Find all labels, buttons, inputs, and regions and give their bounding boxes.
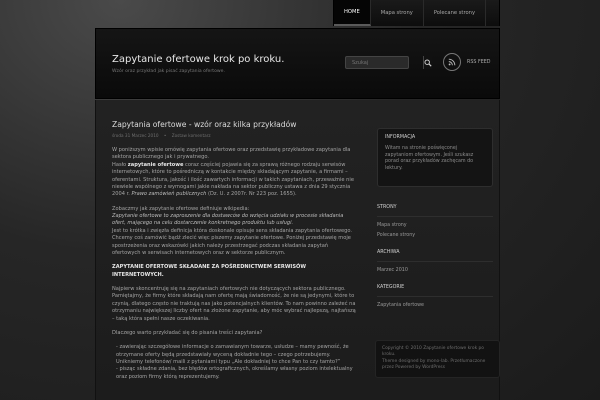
widget-title: ARCHIWA xyxy=(377,250,400,255)
paragraph-text: Jest to krótka i zwięzła definicja która doskonale opisuje sens składania zapytania ofertowego. Chcemy coś zamówić bądź zlecić więc piszemy zapytanie ofertowe. Poniżej przedstawię moje spostrzeżenia oraz wskazówki jakich należy przestrzegać podczas składania zapytań ofertowych w serwisach internetowych oraz w sektorze publicznym. xyxy=(112,227,353,256)
post-paragraph xyxy=(112,286,357,323)
divider xyxy=(377,261,493,262)
bold-text: zapytanie ofertowe xyxy=(127,161,184,168)
site-title[interactable]: Zapytanie ofertowe krok po kroku. xyxy=(112,54,285,65)
sidebar-link-archive[interactable]: Marzec 2010 xyxy=(377,268,408,273)
nav-item-home[interactable]: HOME xyxy=(334,0,371,26)
sidebar-link-category[interactable]: Zapytania ofertowe xyxy=(377,303,425,308)
post-paragraph xyxy=(112,206,357,258)
section-heading: ZAPYTANIE OFERTOWE SKŁADANE ZA POŚREDNICTWEM SERWISÓW INTERNETOWYCH. xyxy=(112,264,306,278)
paragraph-text: Pamiętajmy, że firmy które składają nam ofertę mają świadomość, że nie są jedynymi, które to czynią, dlatego często nie traktują nas jako potencjalnych klientów. To nam powinno zależeć na otrzymaniu największej liczby ofert na złożone zapytanie, aby móc wybrać najlepszą, najtańszą – taką która spełni nasze oczekiwania. xyxy=(112,293,356,322)
post-paragraph xyxy=(112,147,357,199)
post xyxy=(112,120,357,388)
footer-credits[interactable]: Theme designed by mono-lab. Przetłumaczone przez Powered by WordPress xyxy=(382,358,486,371)
widget-title: STRONY xyxy=(377,205,397,210)
paragraph-text: coraz częściej pojawia się za sprawą różnego rodzaju serwisów internetowych, które to pośredniczą w kontakcie między składającym zapytanie, a firmami – oferentami. Struktura, jakość i ilość zawartych informacji w takich zapytaniach, przeważnie nie niewiele wspólnego z wymogami jakie nakłada na sektor publiczny ustawa z dnia 29 stycznia 2004 r. xyxy=(112,161,354,198)
rss-button[interactable] xyxy=(443,53,461,71)
post-date: środa 31 Marzec 2010 xyxy=(112,133,159,138)
rss-feed-link[interactable]: RSS FEED xyxy=(467,60,491,65)
widget-pages xyxy=(377,205,493,238)
search-icon xyxy=(424,59,432,67)
paragraph-text: Zobaczmy jak zapytanie ofertowe definiuje wikipedia: xyxy=(112,205,250,212)
rss-icon xyxy=(448,58,456,66)
site-header xyxy=(95,28,500,99)
divider xyxy=(377,216,493,217)
search-button[interactable] xyxy=(423,56,432,69)
top-navigation xyxy=(333,0,500,26)
italic-text: Prawo zamówień publicznych xyxy=(131,191,207,198)
paragraph-text: Dlaczego warto przykładać się do pisania treści zapytania? xyxy=(112,329,263,336)
info-text: Witam na stronie poświęconej zapytaniom ofertowym. Jeśli szukasz porad oraz przykładów zachęcam do lektury. xyxy=(385,146,474,172)
search-box xyxy=(345,56,409,69)
list-item: - pisząc składne zdania, bez błędów ortograficznych, określamy własny poziom intelektualny oraz poziom firmy którą reprezentujemy. xyxy=(116,366,353,380)
divider xyxy=(377,296,493,297)
widget-categories xyxy=(377,285,493,308)
sidebar xyxy=(377,128,493,320)
paragraph-text: Hasło xyxy=(112,161,128,168)
widget-archives xyxy=(377,250,493,273)
post-list xyxy=(112,344,357,381)
post-title[interactable]: Zapytania ofertowe - wzór oraz kilka przykładów xyxy=(112,120,297,129)
post-meta xyxy=(112,133,357,138)
comments-link[interactable]: Zostaw komentarz xyxy=(171,133,211,138)
footer xyxy=(375,340,500,378)
list-item: - zawierając szczegółowe informacje o zamawianym towarze, usłudze – mamy pewność, że otrzymane oferty będą przedstawiały wyceną dokładnie tego – czego potrzebujemy. Unikniemy telefonów/ maili z pytaniami typu „Ale dokładniej to chce Pan to czy tamto?” xyxy=(116,344,349,365)
widget-title: KATEGORIE xyxy=(377,285,405,290)
quote-text: Zapytanie ofertowe to zaproszenie dla dostawców do wzięcia udziału w procesie składania ofert, mającego na celu dostarczenie konkretnego produktu lub usługi. xyxy=(112,213,344,227)
sidebar-link-polecane-strony[interactable]: Polecane strony xyxy=(377,233,416,238)
search-input[interactable] xyxy=(346,57,423,68)
post-paragraph xyxy=(112,330,357,337)
paragraph-text: Najpierw skoncentruję się na zapytaniach ofertowych nie dotyczących sektora publicznego. xyxy=(112,286,346,292)
site-description: Wzór oraz przykład jak pisać zapytania ofertowe. xyxy=(112,69,225,74)
sidebar-link-mapa-strony[interactable]: Mapa strony xyxy=(377,223,407,228)
footer-copyright: Copyright © 2010 Zapytanie ofertowe krok po kroku. xyxy=(382,346,484,358)
nav-item-mapa-strony[interactable]: Mapa strony xyxy=(371,0,424,26)
paragraph-text: (Dz. U. z 2007r. Nr 223 poz. 1655). xyxy=(206,191,297,198)
meta-separator: • xyxy=(163,133,167,138)
nav-item-polecane-strony[interactable]: Polecane strony xyxy=(424,0,486,26)
widget-title: INFORMACJA xyxy=(385,135,416,140)
info-widget xyxy=(377,128,493,187)
paragraph-text: W poniższym wpisie omówię zapytania ofertowe oraz przedstawię przykładowe zapytania dla sektora publicznego jak i prywatnego. xyxy=(112,147,351,161)
